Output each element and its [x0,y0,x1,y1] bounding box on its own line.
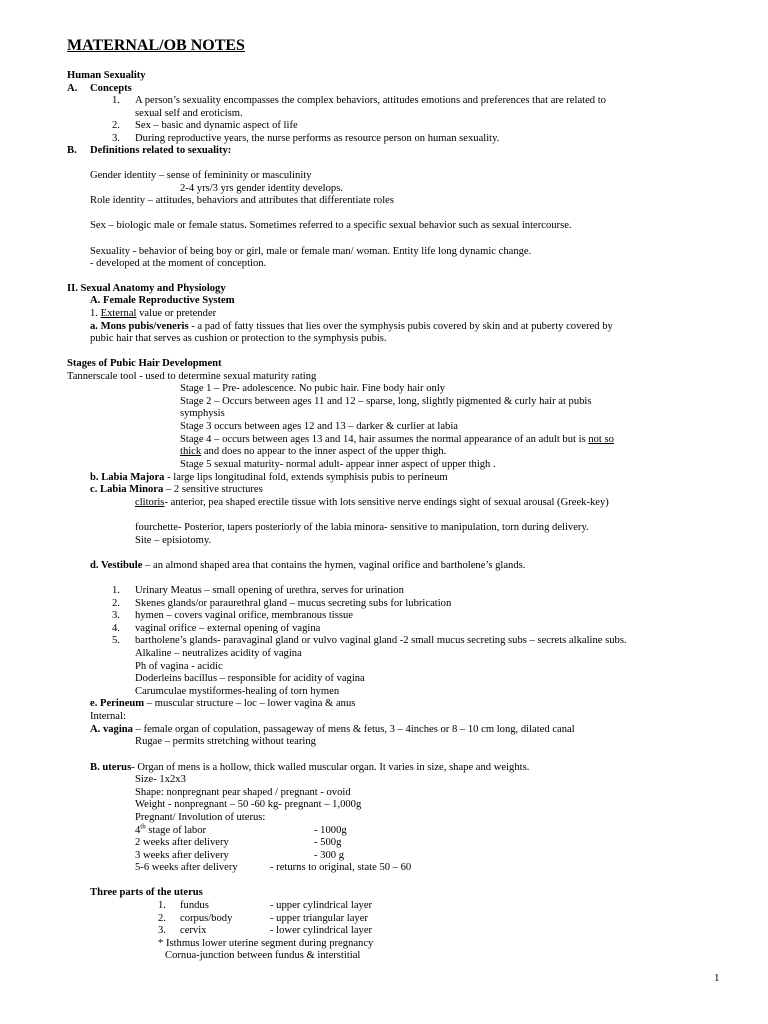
part-desc: - upper triangular layer [270,913,368,924]
list-item: Sex – basic and dynamic aspect of life [135,120,298,131]
list-subitem: Carumculae mystiformes-healing of torn hymen [135,686,340,697]
part-name: fundus [180,900,209,911]
paragraph-line: Site – episiotomy. [135,535,212,546]
involution-value: - 500g [314,837,342,848]
page-number: 1 [714,972,720,984]
paragraph-line: Internal: [90,711,126,722]
list-item: Skenes glands/or paraurethral gland – mucus secreting subs for lubrication [135,598,452,609]
involution-stage: 4th stage of labor [135,822,207,836]
subsection-label: B. [67,145,77,156]
stage-line: symphysis [180,408,225,419]
involution-value: - 1000g [314,825,347,836]
list-number: 3. [112,133,120,144]
section-heading: Human Sexuality [67,70,146,81]
page-title: MATERNAL/OB NOTES [67,37,245,54]
list-item: Urinary Meatus – small opening of urethra, serves for urination [135,585,404,596]
paragraph-line: Pregnant/ Involution of uterus: [135,812,266,823]
list-number: 2. [112,598,120,609]
definition-text: - developed at the moment of conception. [90,258,267,269]
definition-text: 2-4 yrs/3 yrs gender identity develops. [180,183,343,194]
paragraph-line: Rugae – permits stretching without tearing [135,736,316,747]
list-item: During reproductive years, the nurse performs as resource person on human sexuality. [135,133,500,144]
list-number: 3. [112,610,120,621]
part-name: corpus/body [180,913,233,924]
paragraph-line: B. uterus- Organ of mens is a hollow, thick walled muscular organ. It varies in size, shape and weights. [90,762,530,773]
part-name: cervix [180,925,207,936]
subsection-heading: Concepts [90,83,132,94]
part-desc: - upper cylindrical layer [270,900,373,911]
list-number: 2. [112,120,120,131]
list-number: 3. [158,925,166,936]
paragraph-line: e. Perineum – muscular structure – loc – lower vagina & anus [90,698,356,709]
list-number: 4. [112,623,120,634]
paragraph-line: c. Labia Minora – 2 sensitive structures [90,484,263,495]
list-number: 5. [112,635,120,646]
list-item: hymen – covers vaginal orifice, membranous tissue [135,610,353,621]
stage-line: thick and does no appear to the inner aspect of the upper thigh. [180,446,447,457]
stage-line: Stage 5 sexual maturity- normal adult- appear inner aspect of upper thigh . [180,459,496,470]
definition-text: Sexuality - behavior of being boy or girl, male or female man/ woman. Entity life long dynamic change. [90,246,532,257]
definition-text: Gender identity – sense of femininity or masculinity [90,170,312,181]
list-number: 1. [112,585,120,596]
paragraph-line: d. Vestibule – an almond shaped area that contains the hymen, vaginal orifice and bartholene’s glands. [90,560,526,571]
section-heading: Three parts of the uterus [90,887,203,898]
section-heading: Stages of Pubic Hair Development [67,358,222,369]
part-desc: - lower cylindrical layer [270,925,373,936]
list-number: 1. [112,95,120,106]
note-line: * Isthmus lower uterine segment during pregnancy [158,938,374,949]
list-item: A person’s sexuality encompasses the complex behaviors, attitudes emotions and preferences that are related to [135,95,606,106]
paragraph-line: Shape: nonpregnant pear shaped / pregnant - ovoid [135,787,351,798]
stage-line: Stage 1 – Pre- adolescence. No pubic hair. Fine body hair only [180,383,446,394]
paragraph-line: 1. External value or pretender [90,308,217,319]
paragraph-line: Size- 1x2x3 [135,774,186,785]
paragraph-line: pubic hair that serves as cushion or protection to the symphysis pubis. [90,333,387,344]
subsection-heading: A. Female Reproductive System [90,295,235,306]
stage-line: Stage 4 – occurs between ages 13 and 14, hair assumes the normal appearance of an adult but is not so [180,434,614,445]
list-subitem: Doderleins bacillus – responsible for acidity of vagina [135,673,365,684]
list-number: 2. [158,913,166,924]
definition-text: Role identity – attitudes, behaviors and attributes that differentiate roles [90,195,394,206]
subsection-heading: Definitions related to sexuality: [90,145,232,156]
paragraph-line: a. Mons pubis/veneris - a pad of fatty tissues that lies over the symphysis pubis covered by skin and at puberty covered by [90,321,613,332]
stage-line: Stage 2 – Occurs between ages 11 and 12 – sparse, long, slightly pigmented & curly hair at pubis [180,396,592,407]
stage-line: Stage 3 occurs between ages 12 and 13 – darker & curlier at labia [180,421,458,432]
list-subitem: Alkaline – neutralizes acidity of vagina [135,648,302,659]
list-subitem: Ph of vagina - acidic [135,661,223,672]
note-line: Cornua-junction between fundus & interstitial [165,950,361,961]
list-item: sexual self and eroticism. [135,108,243,119]
subsection-label: A. [67,83,78,94]
paragraph-line: Weight - nonpregnant – 50 -60 kg- pregnant – 1,000g [135,799,362,810]
paragraph-line: Tannerscale tool - used to determine sexual maturity rating [67,371,317,382]
definition-text: Sex – biologic male or female status. Sometimes referred to a specific sexual behavior such as sexual intercourse. [90,220,572,231]
list-number: 1. [158,900,166,911]
involution-value: - returns to original, state 50 – 60 [270,862,412,873]
paragraph-line: fourchette- Posterior, tapers posteriorly of the labia minora- sensitive to manipulation, torn during delivery. [135,522,589,533]
paragraph-line: b. Labia Majora - large lips longitudinal fold, extends symphisis pubis to perineum [90,472,448,483]
involution-stage: 5-6 weeks after delivery [135,862,238,873]
paragraph-line: clitoris- anterior, pea shaped erectile tissue with lots sensitive nerve endings sight of sexual arousal (Greek-key) [135,497,609,508]
list-item: vaginal orifice – external opening of vagina [135,623,321,634]
paragraph-line: A. vagina – female organ of copulation, passageway of mens & fetus, 3 – 4inches or 8 – 10 cm long, dilated canal [90,724,575,735]
section-heading: II. Sexual Anatomy and Physiology [67,283,226,294]
list-item: bartholene’s glands- paravaginal gland or vulvo vaginal gland -2 small mucus secreting subs – secrets alkaline subs. [135,635,627,646]
involution-stage: 3 weeks after delivery [135,850,229,861]
involution-value: - 300 g [314,850,345,861]
involution-stage: 2 weeks after delivery [135,837,229,848]
